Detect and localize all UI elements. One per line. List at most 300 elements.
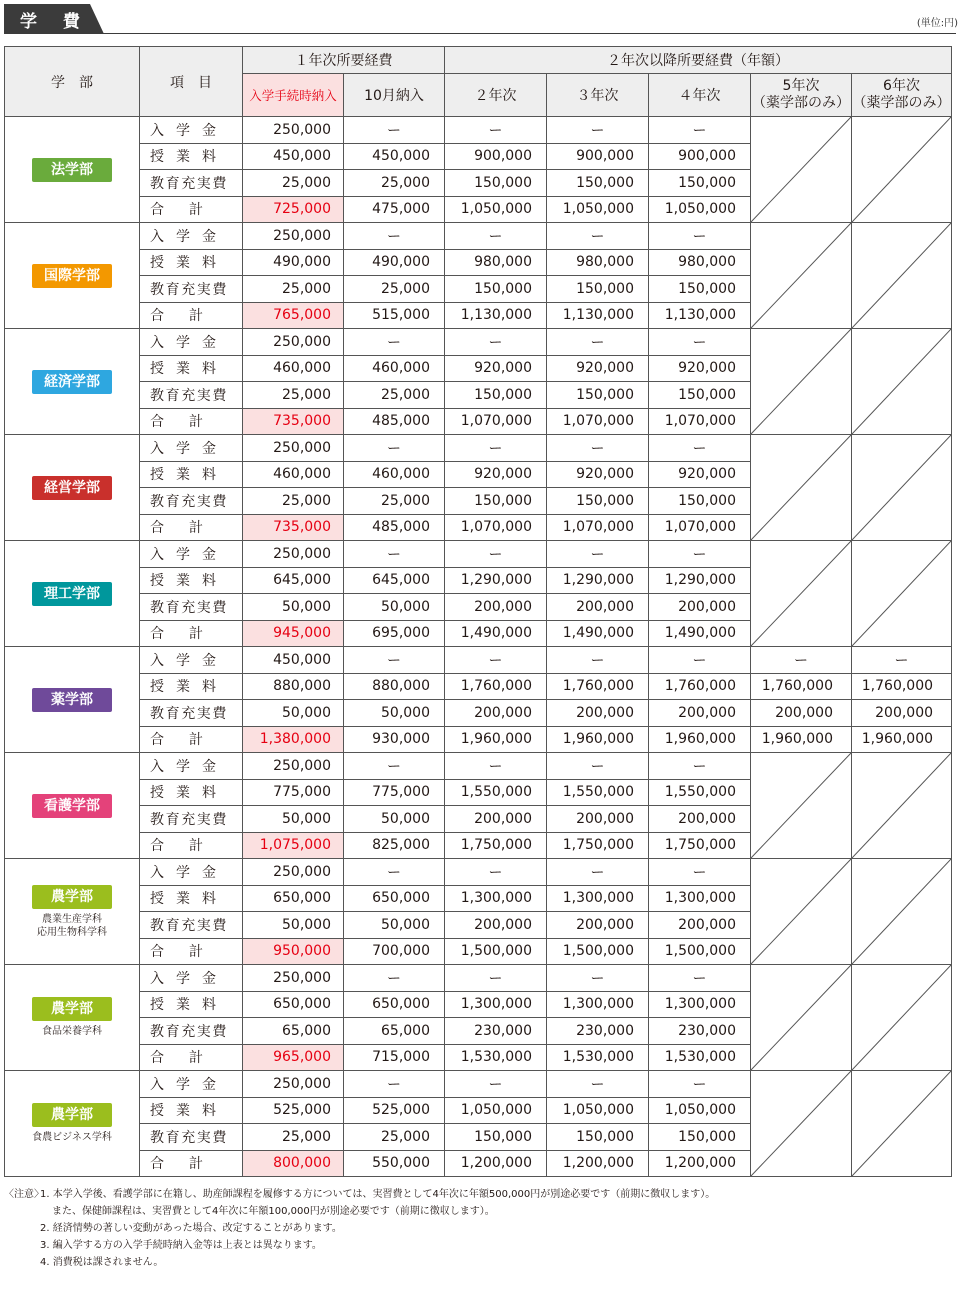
fee-cell: 25,000 xyxy=(344,1124,445,1151)
table-row xyxy=(5,435,952,462)
diagonal-slash xyxy=(751,223,851,328)
table-row xyxy=(5,965,952,992)
fee-cell: 1,750,000 xyxy=(547,832,649,859)
fee-cell: 50,000 xyxy=(344,594,445,621)
item-label xyxy=(140,117,243,144)
item-label-char: 授 xyxy=(150,361,164,378)
item-label xyxy=(140,276,243,303)
item-label xyxy=(140,620,243,647)
item-label-char: 充 xyxy=(181,705,196,722)
not-applicable-cell xyxy=(751,753,852,859)
item-label-char: 料 xyxy=(202,361,216,378)
item-label xyxy=(140,170,243,197)
dept-cell xyxy=(5,329,140,435)
fee-cell: 475,000 xyxy=(344,196,445,223)
item-label-char: 費 xyxy=(212,705,227,722)
fee-cell: 930,000 xyxy=(344,726,445,753)
fee-cell: 150,000 xyxy=(445,1124,547,1151)
item-label-char: 業 xyxy=(176,149,190,166)
fee-cell: 715,000 xyxy=(344,1044,445,1071)
item-label-char: 金 xyxy=(202,652,216,669)
fee-cell: 25,000 xyxy=(243,170,344,197)
diagonal-slash xyxy=(751,435,851,540)
fee-cell: 1,380,000 xyxy=(243,726,344,753)
fee-cell: 950,000 xyxy=(243,938,344,965)
fee-cell: 65,000 xyxy=(344,1018,445,1045)
item-label-char: 費 xyxy=(212,493,227,510)
item-label-char: 金 xyxy=(202,1076,216,1093)
item-label-char: 計 xyxy=(189,838,203,855)
fee-cell: 650,000 xyxy=(344,991,445,1018)
dept-badge: 理工学部 xyxy=(32,582,112,606)
diagonal-line xyxy=(751,1071,851,1176)
fee-cell: 1,550,000 xyxy=(649,779,751,806)
not-applicable-cell xyxy=(751,329,852,435)
fee-cell: 450,000 xyxy=(243,647,344,674)
header-year6-line2: （薬学部のみ） xyxy=(852,95,951,111)
dept-cell xyxy=(5,117,140,223)
diagonal-slash xyxy=(751,859,851,964)
fee-cell: 1,130,000 xyxy=(445,302,547,329)
item-label-char: 授 xyxy=(150,149,164,166)
header-year2: ２年次 xyxy=(445,74,547,117)
item-label-char: 入 xyxy=(150,440,164,457)
fee-cell: 650,000 xyxy=(243,991,344,1018)
header-year5 xyxy=(751,74,852,117)
dept-badge: 国際学部 xyxy=(32,264,112,288)
tuition-table xyxy=(4,46,952,1177)
fee-cell: 1,760,000 xyxy=(751,673,852,700)
fee-cell: 460,000 xyxy=(344,461,445,488)
table-row xyxy=(5,1071,952,1098)
fee-cell: ー xyxy=(649,965,751,992)
table-row xyxy=(5,726,952,753)
item-label-char: 充 xyxy=(181,281,196,298)
fee-cell: ー xyxy=(649,117,751,144)
fee-cell: 200,000 xyxy=(547,912,649,939)
diagonal-slash xyxy=(852,859,951,964)
table-row xyxy=(5,647,952,674)
item-label-char: 合 xyxy=(150,414,164,431)
fee-cell: ー xyxy=(344,329,445,356)
fee-cell: 725,000 xyxy=(243,196,344,223)
item-label-char: 料 xyxy=(202,573,216,590)
diagonal-line xyxy=(751,541,851,646)
fee-cell: 1,550,000 xyxy=(445,779,547,806)
item-label-char: 育 xyxy=(165,1023,180,1040)
diagonal-slash xyxy=(852,223,951,328)
fee-cell: 25,000 xyxy=(344,170,445,197)
header-year3: ３年次 xyxy=(547,74,649,117)
item-label-char: 金 xyxy=(202,440,216,457)
fee-cell: 250,000 xyxy=(243,753,344,780)
item-label-char: 入 xyxy=(150,334,164,351)
item-label-char: 業 xyxy=(176,255,190,272)
item-label-char: 授 xyxy=(150,891,164,908)
diagonal-slash xyxy=(852,1071,951,1176)
header-year4: ４年次 xyxy=(649,74,751,117)
diagonal-line xyxy=(852,753,951,858)
item-label-char: 学 xyxy=(176,864,190,881)
fee-cell: 1,550,000 xyxy=(547,779,649,806)
item-label-char: 業 xyxy=(176,467,190,484)
fee-cell: 1,200,000 xyxy=(445,1150,547,1177)
fee-cell: ー xyxy=(445,1071,547,1098)
item-label xyxy=(140,726,243,753)
fee-cell: 1,960,000 xyxy=(445,726,547,753)
diagonal-line xyxy=(852,965,951,1070)
item-label xyxy=(140,912,243,939)
item-label-char: 授 xyxy=(150,785,164,802)
item-label-char: 教 xyxy=(150,387,164,404)
dept-cell xyxy=(5,859,140,965)
fee-cell: 1,290,000 xyxy=(547,567,649,594)
item-label-char: 充 xyxy=(181,387,196,404)
item-label xyxy=(140,779,243,806)
fee-cell: ー xyxy=(649,541,751,568)
item-label-char: 合 xyxy=(150,838,164,855)
fee-cell: 200,000 xyxy=(649,700,751,727)
diagonal-line xyxy=(852,1071,951,1176)
fee-cell: 1,070,000 xyxy=(445,514,547,541)
item-label xyxy=(140,514,243,541)
item-label-char: 実 xyxy=(196,1129,211,1146)
item-label-char: 学 xyxy=(176,122,190,139)
diagonal-line xyxy=(852,117,951,222)
item-label xyxy=(140,753,243,780)
fee-cell: 150,000 xyxy=(649,488,751,515)
fee-cell: 150,000 xyxy=(547,488,649,515)
fee-cell: 50,000 xyxy=(344,912,445,939)
fee-cell: 775,000 xyxy=(243,779,344,806)
fee-cell: 920,000 xyxy=(445,461,547,488)
item-label-char: 育 xyxy=(165,281,180,298)
fee-cell: 485,000 xyxy=(344,514,445,541)
fee-cell: 1,760,000 xyxy=(445,673,547,700)
not-applicable-cell xyxy=(751,541,852,647)
fee-cell: 1,050,000 xyxy=(445,196,547,223)
diagonal-slash xyxy=(751,1071,851,1176)
item-label-char: 教 xyxy=(150,281,164,298)
fee-cell: 25,000 xyxy=(243,1124,344,1151)
item-label-char: 充 xyxy=(181,599,196,616)
item-label-char: 費 xyxy=(212,917,227,934)
fee-cell: ー xyxy=(344,647,445,674)
note-4: 4. 消費税は課されません。 xyxy=(40,1257,164,1268)
dept-cell xyxy=(5,1071,140,1177)
item-label-char: 計 xyxy=(189,1050,203,1067)
fee-cell: ー xyxy=(547,541,649,568)
fee-cell: 200,000 xyxy=(445,912,547,939)
fee-cell: 450,000 xyxy=(344,143,445,170)
diagonal-slash xyxy=(751,965,851,1070)
not-applicable-cell xyxy=(751,117,852,223)
item-label-char: 充 xyxy=(181,1023,196,1040)
fee-cell: 880,000 xyxy=(344,673,445,700)
diagonal-line xyxy=(852,541,951,646)
dept-cell xyxy=(5,223,140,329)
header-year5-line1: 5年次 xyxy=(782,78,820,94)
fee-cell: 980,000 xyxy=(547,249,649,276)
diagonal-line xyxy=(751,753,851,858)
fee-cell: 1,760,000 xyxy=(547,673,649,700)
diagonal-line xyxy=(852,223,951,328)
fee-cell: 1,050,000 xyxy=(649,196,751,223)
fee-cell: 515,000 xyxy=(344,302,445,329)
item-label xyxy=(140,859,243,886)
fee-cell: 1,960,000 xyxy=(547,726,649,753)
fee-cell: 230,000 xyxy=(547,1018,649,1045)
item-label-char: 教 xyxy=(150,705,164,722)
fee-cell: 1,960,000 xyxy=(649,726,751,753)
item-label-char: 金 xyxy=(202,334,216,351)
item-label-char: 入 xyxy=(150,970,164,987)
item-label-char: 合 xyxy=(150,308,164,325)
fee-cell: 250,000 xyxy=(243,541,344,568)
fee-cell: 920,000 xyxy=(649,355,751,382)
fee-cell: 1,490,000 xyxy=(649,620,751,647)
fee-cell: 945,000 xyxy=(243,620,344,647)
item-label xyxy=(140,647,243,674)
fee-cell: ー xyxy=(547,859,649,886)
item-label xyxy=(140,832,243,859)
fee-cell: 460,000 xyxy=(243,355,344,382)
diagonal-line xyxy=(751,329,851,434)
fee-cell: ー xyxy=(547,753,649,780)
item-label-char: 学 xyxy=(176,546,190,563)
not-applicable-cell xyxy=(852,965,952,1071)
item-label-char: 合 xyxy=(150,626,164,643)
diagonal-slash xyxy=(751,753,851,858)
dept-cell xyxy=(5,435,140,541)
table-row xyxy=(5,329,952,356)
fee-cell: 65,000 xyxy=(243,1018,344,1045)
not-applicable-cell xyxy=(751,965,852,1071)
item-label-char: 合 xyxy=(150,732,164,749)
fee-cell: 150,000 xyxy=(445,170,547,197)
dept-badge: 薬学部 xyxy=(32,688,112,712)
item-label xyxy=(140,329,243,356)
fee-cell: 200,000 xyxy=(852,700,952,727)
fee-cell: ー xyxy=(445,541,547,568)
fee-cell: 1,130,000 xyxy=(547,302,649,329)
item-label xyxy=(140,223,243,250)
item-label-char: 実 xyxy=(196,811,211,828)
dept-subject: 農業生産学科 xyxy=(42,913,102,925)
item-label-char: 料 xyxy=(202,679,216,696)
fee-cell: 485,000 xyxy=(344,408,445,435)
item-label xyxy=(140,567,243,594)
diagonal-slash xyxy=(852,541,951,646)
item-label-char: 料 xyxy=(202,149,216,166)
fee-cell: 1,530,000 xyxy=(649,1044,751,1071)
not-applicable-cell xyxy=(751,1071,852,1177)
dept-badge: 法学部 xyxy=(32,158,112,182)
item-label-char: 学 xyxy=(176,334,190,351)
item-label-char: 教 xyxy=(150,599,164,616)
item-label xyxy=(140,938,243,965)
fee-cell: 1,130,000 xyxy=(649,302,751,329)
fee-cell: 920,000 xyxy=(547,461,649,488)
item-label-char: 育 xyxy=(165,1129,180,1146)
fee-cell: 650,000 xyxy=(344,885,445,912)
item-label xyxy=(140,700,243,727)
item-label-char: 授 xyxy=(150,1103,164,1120)
fee-cell: 900,000 xyxy=(445,143,547,170)
item-label-char: 費 xyxy=(212,281,227,298)
item-label xyxy=(140,1018,243,1045)
item-label-char: 育 xyxy=(165,599,180,616)
item-label xyxy=(140,435,243,462)
item-label xyxy=(140,1071,243,1098)
dept-badge: 農学部 xyxy=(32,997,112,1021)
item-label-char: 充 xyxy=(181,1129,196,1146)
item-label-char: 授 xyxy=(150,467,164,484)
fee-cell: 1,050,000 xyxy=(649,1097,751,1124)
item-label-char: 計 xyxy=(189,1156,203,1173)
fee-cell: ー xyxy=(547,117,649,144)
table-row xyxy=(5,859,952,886)
fee-cell: 1,050,000 xyxy=(547,196,649,223)
fee-cell: 150,000 xyxy=(547,170,649,197)
diagonal-slash xyxy=(852,965,951,1070)
item-label-char: 育 xyxy=(165,387,180,404)
item-label-char: 合 xyxy=(150,1156,164,1173)
item-label xyxy=(140,355,243,382)
fee-cell: 1,530,000 xyxy=(547,1044,649,1071)
diagonal-line xyxy=(751,965,851,1070)
fee-cell: 200,000 xyxy=(649,594,751,621)
item-label-char: 充 xyxy=(181,493,196,510)
diagonal-line xyxy=(751,223,851,328)
note-3: 3. 編入学する方の入学手続時納入金等は上表とは異なります。 xyxy=(40,1240,322,1251)
item-label-char: 入 xyxy=(150,652,164,669)
item-label xyxy=(140,1097,243,1124)
item-label-char: 業 xyxy=(176,891,190,908)
title-underline xyxy=(100,33,956,34)
fee-cell: 50,000 xyxy=(344,806,445,833)
fee-cell: 460,000 xyxy=(243,461,344,488)
dept-badge: 農学部 xyxy=(32,885,112,909)
fee-cell: 1,070,000 xyxy=(547,514,649,541)
diagonal-slash xyxy=(751,329,851,434)
dept-subject: 応用生物科学科 xyxy=(37,926,107,938)
header-item: 項 目 xyxy=(140,47,243,117)
item-label-char: 育 xyxy=(165,493,180,510)
item-label-char: 学 xyxy=(176,758,190,775)
fee-cell: 1,760,000 xyxy=(852,673,952,700)
item-label-char: 費 xyxy=(212,1129,227,1146)
fee-cell: 50,000 xyxy=(243,700,344,727)
diagonal-line xyxy=(751,117,851,222)
fee-cell: ー xyxy=(547,223,649,250)
item-label-char: 費 xyxy=(212,811,227,828)
item-label xyxy=(140,143,243,170)
dept-cell xyxy=(5,541,140,647)
fee-cell: 1,960,000 xyxy=(751,726,852,753)
fee-cell: 150,000 xyxy=(649,1124,751,1151)
fee-cell: 150,000 xyxy=(547,276,649,303)
fee-cell: 920,000 xyxy=(547,355,649,382)
fee-cell: ー xyxy=(445,647,547,674)
fee-cell: 200,000 xyxy=(547,806,649,833)
item-label-char: 料 xyxy=(202,997,216,1014)
item-label-char: 充 xyxy=(181,917,196,934)
item-label-char: 料 xyxy=(202,255,216,272)
fee-cell: ー xyxy=(649,753,751,780)
fee-cell: 900,000 xyxy=(649,143,751,170)
diagonal-line xyxy=(751,859,851,964)
fee-cell: ー xyxy=(751,647,852,674)
fee-cell: 645,000 xyxy=(344,567,445,594)
item-label xyxy=(140,1124,243,1151)
item-label-char: 授 xyxy=(150,573,164,590)
item-label-char: 費 xyxy=(212,1023,227,1040)
item-label-char: 育 xyxy=(165,175,180,192)
note-1a: 1. 本学入学後、看護学部に在籍し、助産師課程を履修する方については、実習費として4年次に年額500,000円が別途必要です（前期に徴収します）。 xyxy=(40,1189,716,1200)
item-label-char: 入 xyxy=(150,228,164,245)
item-label-char: 育 xyxy=(165,705,180,722)
fee-cell: 230,000 xyxy=(649,1018,751,1045)
item-label-char: 計 xyxy=(189,202,203,219)
item-label-char: 実 xyxy=(196,175,211,192)
fee-cell: 1,750,000 xyxy=(649,832,751,859)
fee-cell: ー xyxy=(649,329,751,356)
item-label-char: 教 xyxy=(150,811,164,828)
item-label-char: 育 xyxy=(165,811,180,828)
fee-cell: ー xyxy=(547,435,649,462)
not-applicable-cell xyxy=(751,435,852,541)
not-applicable-cell xyxy=(852,541,952,647)
diagonal-slash xyxy=(751,541,851,646)
diagonal-slash xyxy=(751,117,851,222)
item-label xyxy=(140,594,243,621)
item-label xyxy=(140,382,243,409)
fee-cell: 695,000 xyxy=(344,620,445,647)
item-label-char: 計 xyxy=(189,520,203,537)
fee-cell: 800,000 xyxy=(243,1150,344,1177)
fee-cell: ー xyxy=(344,1071,445,1098)
fee-cell: 525,000 xyxy=(344,1097,445,1124)
fee-cell: 200,000 xyxy=(445,806,547,833)
fee-cell: 250,000 xyxy=(243,223,344,250)
item-label-char: 金 xyxy=(202,970,216,987)
fee-cell: 25,000 xyxy=(344,276,445,303)
not-applicable-cell xyxy=(852,1071,952,1177)
not-applicable-cell xyxy=(751,223,852,329)
item-label-char: 費 xyxy=(212,387,227,404)
item-label-char: 合 xyxy=(150,202,164,219)
not-applicable-cell xyxy=(852,329,952,435)
item-label-char: 計 xyxy=(189,626,203,643)
fee-cell: 200,000 xyxy=(445,700,547,727)
table-row xyxy=(5,223,952,250)
item-label xyxy=(140,541,243,568)
item-label-char: 合 xyxy=(150,520,164,537)
fee-cell: 900,000 xyxy=(547,143,649,170)
fee-cell: ー xyxy=(344,541,445,568)
fee-cell: 200,000 xyxy=(649,806,751,833)
fee-cell: 1,070,000 xyxy=(649,514,751,541)
fee-cell: 920,000 xyxy=(445,355,547,382)
fee-cell: 1,070,000 xyxy=(445,408,547,435)
item-label-char: 費 xyxy=(212,175,227,192)
item-label-char: 業 xyxy=(176,1103,190,1120)
fee-cell: 1,070,000 xyxy=(547,408,649,435)
item-label-char: 学 xyxy=(176,970,190,987)
fee-cell: ー xyxy=(344,965,445,992)
diagonal-slash xyxy=(852,435,951,540)
